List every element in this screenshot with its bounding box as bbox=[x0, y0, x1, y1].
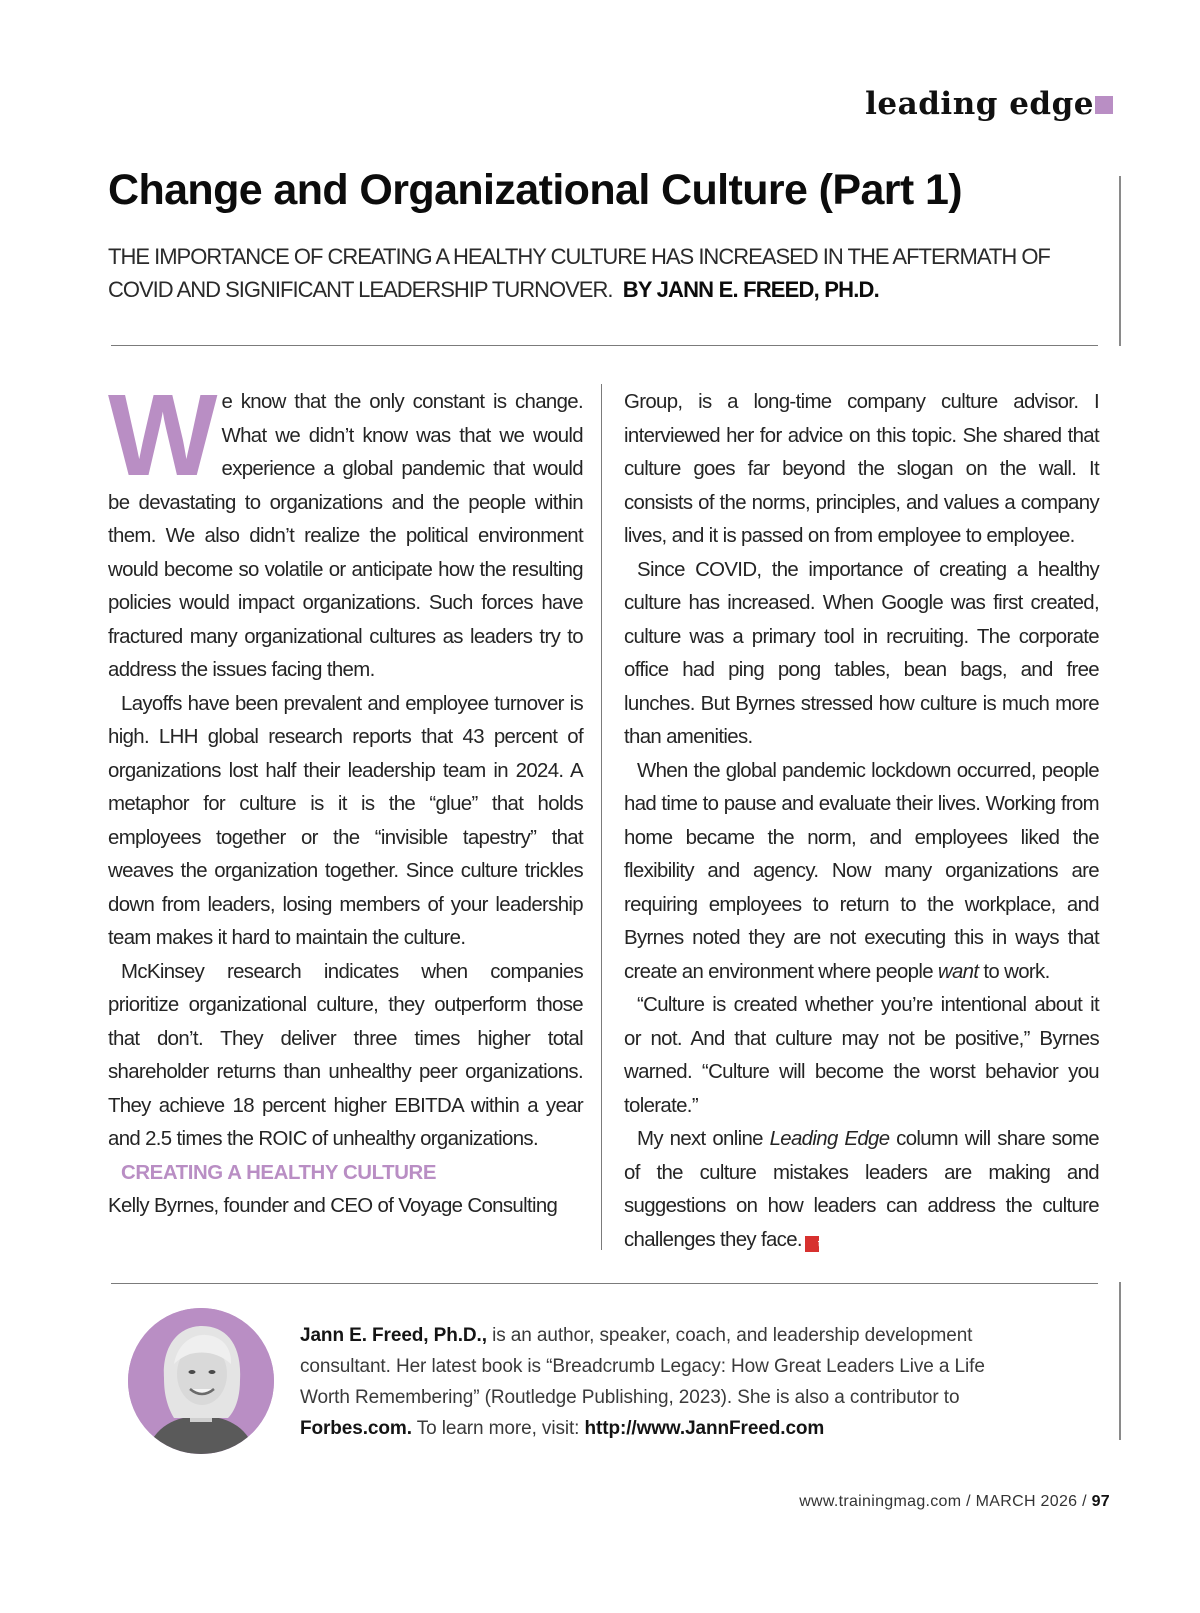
end-mark-icon: t bbox=[805, 1236, 819, 1252]
right-margin-rule-bottom bbox=[1119, 1282, 1121, 1440]
right-column bbox=[624, 386, 1099, 1257]
paragraph: Since COVID, the importance of creating a healthy culture has increased. When Google was first created, culture was a primary tool in recruiting. The corporate office had ping pong tables, bean bags, and free lunches. But Byrnes stressed how culture is much more than amenities. bbox=[624, 558, 1099, 748]
paragraph bbox=[624, 1123, 1099, 1257]
paragraph: Kelly Byrnes, founder and CEO of Voyage Consulting bbox=[108, 1195, 558, 1217]
paragraph: McKinsey research indicates when companies prioritize organizational culture, they outperform those that don’t. They deliver three times higher total shareholder returns than unhealthy peer organizations. They achieve 18 percent higher EBITDA within a year and 2.5 times the ROIC of unhealthy organizations. bbox=[108, 960, 583, 1150]
author-bio bbox=[300, 1320, 1020, 1444]
emphasis: Leading Edge bbox=[769, 1128, 890, 1150]
bio-divider bbox=[111, 1283, 1098, 1284]
right-margin-rule-top bbox=[1119, 176, 1121, 346]
header-divider bbox=[111, 345, 1098, 346]
paragraph-text: column will share some of the culture mistakes leaders are making and suggestions on how leaders can address the culture challenges they face. bbox=[624, 1128, 1099, 1251]
paragraph: “Culture is created whether you’re intentional about it or not. And that culture may not be positive,” Byrnes warned. “Culture will become the worst behavior you tolerate.” bbox=[624, 994, 1099, 1117]
drop-cap: W bbox=[108, 370, 212, 500]
author-portrait-icon bbox=[128, 1308, 274, 1454]
page-number: 97 bbox=[1091, 1493, 1110, 1510]
paragraph-text: to work. bbox=[978, 960, 1050, 983]
section-tag: leading edge bbox=[865, 86, 1094, 122]
bio-cta: To learn more, visit: bbox=[411, 1418, 585, 1439]
paragraph bbox=[624, 755, 1099, 990]
page-footer bbox=[799, 1493, 1110, 1511]
paragraph bbox=[108, 370, 583, 688]
footer-separator: / bbox=[961, 1493, 976, 1510]
deck-text: THE IMPORTANCE OF CREATING A HEALTHY CULTURE HAS INCREASED IN THE AFTERMATH OF COVID AND SIGNIFICANT LEADERSHIP TURNOVER. bbox=[108, 244, 1050, 302]
bio-outlet: Forbes.com. bbox=[300, 1418, 412, 1439]
footer-site: www.trainingmag.com bbox=[799, 1493, 962, 1510]
article-deck bbox=[108, 240, 1098, 306]
author-photo bbox=[128, 1308, 274, 1454]
byline: BY JANN E. FREED, PH.D. bbox=[622, 277, 879, 302]
subhead: CREATING A HEALTHY CULTURE bbox=[121, 1161, 437, 1184]
bio-url-link[interactable]: http://www.JannFreed.com bbox=[584, 1418, 825, 1439]
paragraph: Layoffs have been prevalent and employee turnover is high. LHH global research reports that 43 percent of organizations lost half their leadership team in 2024. A metaphor for culture is it is the “glue” that holds employees together or the “invisible tapestry” that weaves the organization together. Since culture trickles down from leaders, losing members of your leadership team makes it hard to maintain the culture. bbox=[108, 692, 583, 949]
bio-name: Jann E. Freed, Ph.D., bbox=[300, 1325, 487, 1346]
section-tag-square bbox=[1095, 96, 1113, 114]
paragraph-text: My next online bbox=[637, 1128, 770, 1150]
paragraph-text: When the global pandemic lockdown occurred, people had time to pause and evaluate their lives. Working from home became the norm, and employees liked the flexibility and agency. Now many organizations are requiring employees to return to the workplace, and Byrnes noted they are not executing this in ways that create an environment where people bbox=[624, 759, 1099, 983]
bio-text: is an author, speaker, coach, and leadership development consultant. Her latest book is “Breadcrumb Legacy: How Great Leaders Live a Life Worth Remembering” (Routledge Publishing, 2023). She is also a contributor to bbox=[300, 1325, 985, 1408]
column-divider bbox=[601, 384, 602, 1250]
emphasis: want bbox=[937, 960, 979, 983]
paragraph-text: e know that the only constant is change. What we didn’t know was that we would experience a global pandemic that would be devastating to organizations and the people within them. We also didn’t realize the political environment would become so volatile or anticipate how the resulting policies would impact organizations. Such forces have fractured many organizational cultures as leaders try to address the issues facing them. bbox=[108, 391, 583, 681]
left-column bbox=[108, 370, 583, 1224]
footer-separator: / bbox=[1077, 1493, 1092, 1510]
paragraph: Group, is a long-time company culture advisor. I interviewed her for advice on this topic. She shared that culture goes far beyond the slogan on the wall. It consists of the norms, principles, and values a company lives, and it is passed on from employee to employee. bbox=[624, 391, 1099, 547]
article-title: Change and Organizational Culture (Part 1) bbox=[108, 166, 963, 214]
footer-issue: MARCH 2026 bbox=[975, 1493, 1078, 1510]
